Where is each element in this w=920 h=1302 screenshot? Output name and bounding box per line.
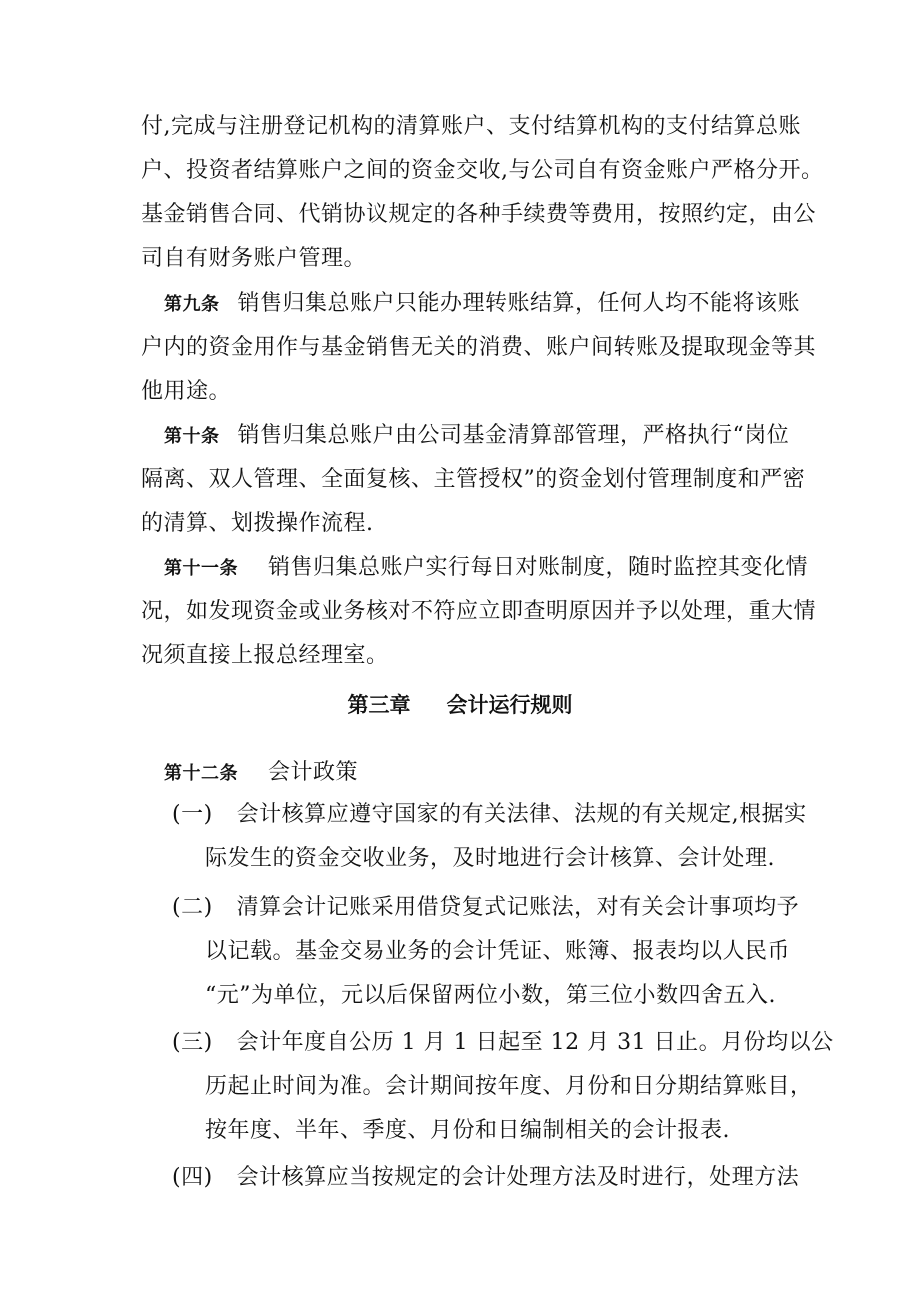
article-11-text-1: 销售归集总账户实行每日对账制度，随时监控其变化情 bbox=[268, 555, 809, 580]
article-9-line-2: 户内的资金用作与基金销售无关的消费、账户间转账及提取现金等其 bbox=[141, 335, 817, 360]
article-11-label: 第十一条 bbox=[164, 558, 238, 579]
article-12-label: 第十二条 bbox=[164, 763, 238, 784]
article-9-line-1 bbox=[164, 289, 800, 320]
list-item-3-line-1 bbox=[172, 1028, 834, 1058]
article-11-line-1 bbox=[164, 553, 808, 584]
list-item-1-line-2: 际发生的资金交收业务，及时地进行会计核算、会计处理. bbox=[205, 846, 775, 871]
list-item-4-text-1: 会计核算应当按规定的会计处理方法及时进行，处理方法 bbox=[236, 1165, 800, 1190]
list-item-2-number: (二) bbox=[172, 895, 213, 920]
list-item-3-line-2: 历起止时间为准。会计期间按年度、月份和日分期结算账目， bbox=[205, 1074, 813, 1099]
list-item-2-line-1 bbox=[172, 893, 799, 923]
paragraph-1-line-1: 付,完成与注册登记机构的清算账户、支付结算机构的支付结算总账 bbox=[141, 114, 801, 139]
article-9-line-3: 他用途。 bbox=[141, 379, 232, 404]
list-item-3-text-1: 会计年度自公历 1 月 1 日起至 12 月 31 日止。月份均以公 bbox=[236, 1030, 834, 1055]
list-item-1-number: (一) bbox=[172, 802, 213, 827]
list-item-2-line-2: 以记载。基金交易业务的会计凭证、账簿、报表均以人民币 bbox=[205, 939, 791, 964]
article-12-title: 会计政策 bbox=[268, 760, 359, 785]
list-item-4-number: (四) bbox=[172, 1165, 213, 1190]
list-item-2-text-1: 清算会计记账采用借贷复式记账法，对有关会计事项均予 bbox=[236, 895, 800, 920]
article-10-line-2: 隔离、双人管理、全面复核、主管授权”的资金划付管理制度和严密 bbox=[141, 467, 806, 492]
chapter-number: 第三章 bbox=[347, 692, 411, 717]
article-10-label: 第十条 bbox=[164, 426, 220, 447]
article-11-line-2: 况，如发现资金或业务核对不符应立即查明原因并予以处理，重大情 bbox=[141, 599, 817, 624]
paragraph-1-line-4: 司自有财务账户管理。 bbox=[141, 246, 367, 271]
paragraph-1-line-3: 基金销售合同、代销协议规定的各种手续费等费用，按照约定，由公 bbox=[141, 202, 817, 227]
list-item-3-number: (三) bbox=[172, 1030, 213, 1055]
list-item-1-line-1 bbox=[172, 800, 807, 830]
list-item-4-line-1 bbox=[172, 1163, 799, 1193]
article-11-line-3: 况须直接上报总经理室。 bbox=[141, 643, 389, 668]
article-10-text-1: 销售归集总账户由公司基金清算部管理，严格执行“岗位 bbox=[237, 423, 790, 448]
article-12-heading bbox=[164, 758, 358, 789]
list-item-3-line-3: 按年度、半年、季度、月份和日编制相关的会计报表. bbox=[205, 1118, 730, 1143]
article-10-line-1 bbox=[164, 421, 789, 452]
paragraph-1-line-2: 户、投资者结算账户之间的资金交收,与公司自有资金账户严格分开。 bbox=[141, 158, 824, 183]
article-10-line-3: 的清算、划拨操作流程. bbox=[141, 511, 374, 536]
list-item-1-text-1: 会计核算应遵守国家的有关法律、法规的有关规定,根据实 bbox=[236, 802, 807, 827]
chapter-title: 会计运行规则 bbox=[446, 692, 573, 717]
list-item-2-line-3: “元”为单位，元以后保留两位小数，第三位小数四舍五入. bbox=[205, 983, 776, 1008]
article-9-text-1: 销售归集总账户只能办理转账结算，任何人均不能将该账 bbox=[237, 291, 801, 316]
chapter-heading bbox=[0, 690, 920, 720]
article-9-label: 第九条 bbox=[164, 294, 220, 315]
